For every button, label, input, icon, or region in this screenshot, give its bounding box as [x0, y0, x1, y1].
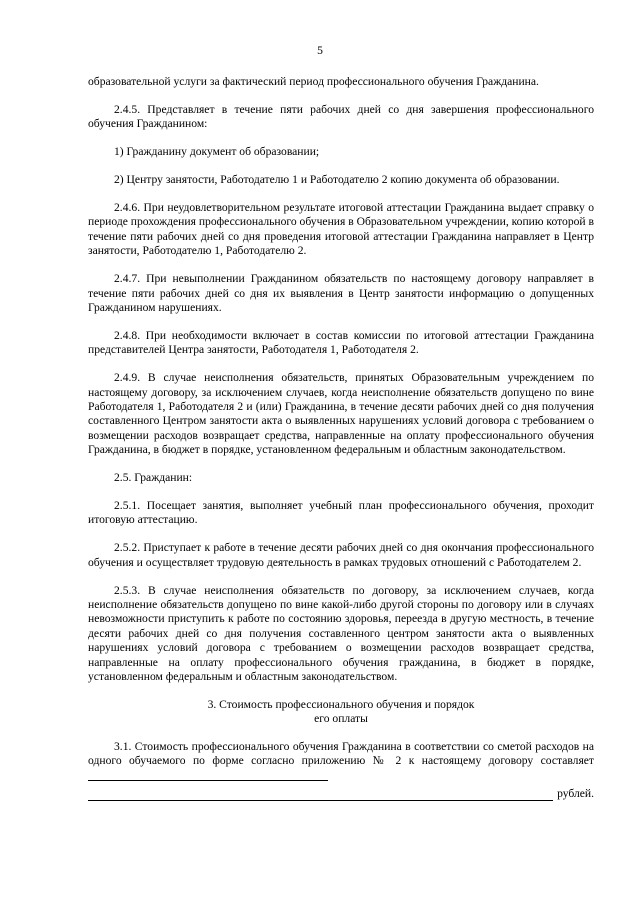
- cost-fill-line: [88, 769, 328, 781]
- paragraph-2-4-5: 2.4.5. Представляет в течение пяти рабочих дней со дня завершения профессионального обучения Гражданином:: [88, 102, 594, 131]
- paragraph-3-1: [88, 740, 594, 785]
- paragraph-item-2: 2) Центру занятости, Работодателю 1 и Работодателю 2 копию документа об образовании.: [114, 173, 560, 187]
- cost-amount-blank: [88, 788, 553, 801]
- section-3-heading: [88, 698, 594, 727]
- page-number: 5: [317, 44, 323, 57]
- cost-text: 3.1. Стоимость профессионального обучения Гражданина в соответствии со сметой расходов на одного обучаемого по форме согласно приложению № 2 к настоящему договору составляет: [88, 739, 594, 768]
- paragraph-2-5-3: 2.5.3. В случае неисполнения обязательств по договору, за исключением случаев, когда неисполнение обязательств допущено по вине какой-либо другой стороны по договору или в случаях невозможности приступить к работе по состоянию здоровья, переезда в другую местность, в течение десяти рабочих дней со дня получения составленного центром занятости акта о выявленных нарушениях условий договора с требованием о возмещении расходов возвращает средства, направленные на оплату профессионального обучения гражданина, в бюджет в порядке, установленном федеральным и областным законодательством.: [88, 583, 594, 684]
- paragraph-2-5: 2.5. Гражданин:: [114, 471, 193, 485]
- paragraph-2-4-7: 2.4.7. При невыполнении Гражданином обязательств по настоящему договору направляет в течение пяти рабочих дней со дня их выявления в Центр занятости информацию о допущенных Гражданином нарушениях.: [88, 272, 594, 314]
- paragraph-item-1: 1) Гражданину документ об образовании;: [114, 145, 320, 159]
- paragraph-continuation: образовательной услуги за фактический период профессионального обучения Гражданина.: [88, 75, 539, 88]
- paragraph-2-4-8: 2.4.8. При необходимости включает в состав комиссии по итоговой аттестации Гражданина представителей Центра занятости, Работодателя 1, Работодателя 2.: [88, 328, 594, 357]
- paragraph-2-5-1: 2.5.1. Посещает занятия, выполняет учебный план профессионального обучения, проходит итоговую аттестацию.: [88, 499, 594, 527]
- page-content: [88, 75, 594, 801]
- cost-amount-line: [88, 787, 594, 801]
- paragraph-2-5-2: 2.5.2. Приступает к работе в течение десяти рабочих дней со дня окончания профессионального обучения и осуществляет трудовую деятельность в рамках трудовых отношений с Работодателем 2.: [88, 541, 594, 569]
- paragraph-2-4-9: 2.4.9. В случае неисполнения обязательств, принятых Образовательным учреждением по настоящему договору, за исключением случаев, когда неисполнение обязательств допущено по вине Работодателя 1, Работодателя 2 и (или) Гражданина, в течение десяти рабочих дней со дня получения составленного Центром занятости акта о выявленных нарушениях условий договора с требованием о возмещении расходов возвращает средства, направленные на оплату профессионального обучения Гражданина, в бюджет в порядке, установленном федеральным и областным законодательством.: [88, 371, 594, 457]
- section-3-heading-line-1: 3. Стоимость профессионального обучения и порядок: [207, 698, 475, 711]
- cost-unit: рублей.: [557, 787, 594, 801]
- section-3-heading-line-2: его оплаты: [314, 712, 368, 726]
- paragraph-2-4-6: 2.4.6. При неудовлетворительном результате итоговой аттестации Гражданина выдает справку о периоде прохождения профессионального обучения в Образовательном учреждении, копию которой в течение пяти рабочих дней со дня проведения итоговой аттестации Гражданина направляет в Центр занятости, Работодателю 1, Работодателю 2.: [88, 201, 594, 258]
